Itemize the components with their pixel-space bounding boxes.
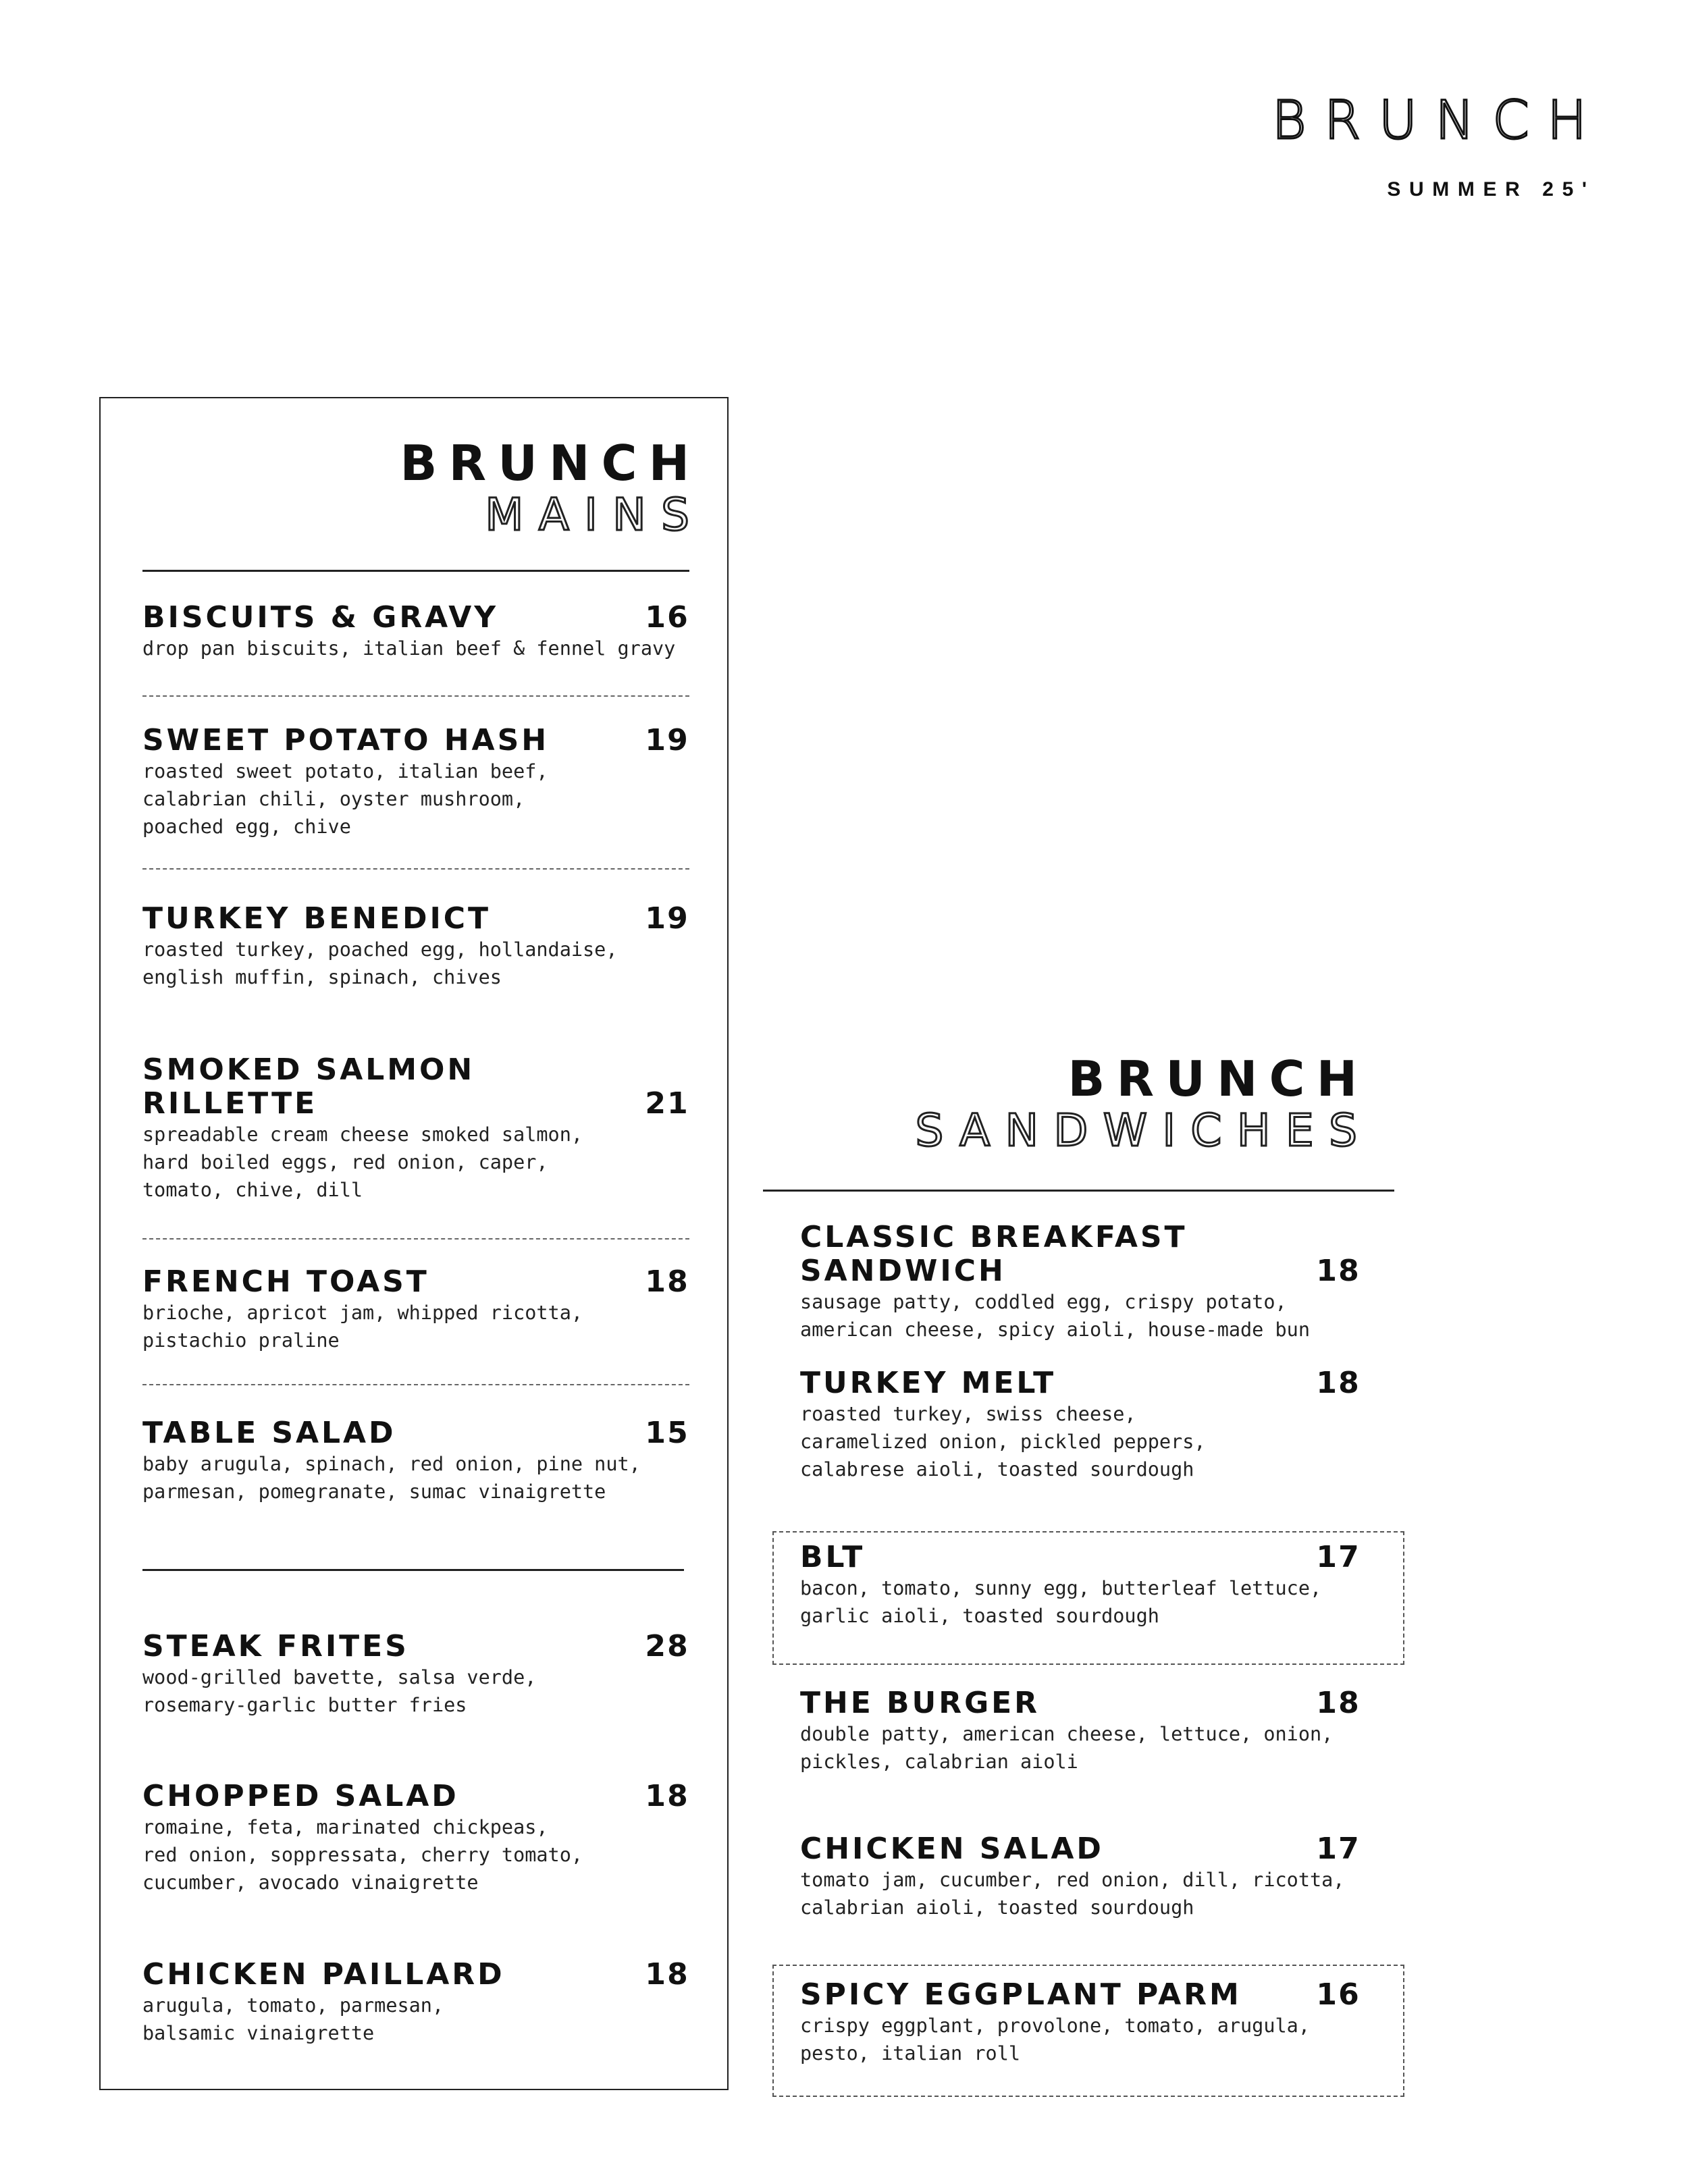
menu-item: [142, 1780, 689, 1896]
mains-heading-rule: [142, 570, 689, 572]
menu-item: [800, 1366, 1361, 1483]
item-name: CLASSIC BREAKFAST SANDWICH: [800, 1220, 1188, 1288]
mains-section: [99, 397, 729, 2090]
sandwiches-heading: [915, 1050, 1373, 1156]
mains-heading-outline: MAINS: [485, 489, 705, 541]
menu-item: [800, 1541, 1361, 1630]
menu-item: [142, 1958, 689, 2047]
item-description: sausage patty, coddled egg, crispy potato, american cheese, spicy aioli, house-made bun: [800, 1291, 1310, 1341]
item-price: 17: [1316, 1832, 1361, 1866]
item-description: tomato jam, cucumber, red onion, dill, ricotta, calabrian aioli, toasted sourdough: [800, 1869, 1345, 1919]
menu-item: [800, 1978, 1361, 2067]
sandwiches-heading-rule: [763, 1190, 1394, 1192]
item-price: 18: [645, 1779, 689, 1813]
mains-group-rule: [142, 1569, 684, 1571]
item-divider: [142, 1384, 689, 1385]
item-description: baby arugula, spinach, red onion, pine nut, parmesan, pomegranate, sumac vinaigrette: [142, 1453, 641, 1503]
menu-item: [142, 601, 689, 662]
item-price: 18: [645, 1957, 689, 1992]
item-description: roasted turkey, swiss cheese, caramelized onion, pickled peppers, calabrese aioli, toasted sourdough: [800, 1403, 1206, 1481]
mains-heading: [142, 435, 705, 541]
item-description: brioche, apricot jam, whipped ricotta, pistachio praline: [142, 1302, 583, 1352]
item-name: FRENCH TOAST: [142, 1264, 429, 1299]
item-name: TURKEY BENEDICT: [142, 901, 492, 936]
item-name: SWEET POTATO HASH: [142, 723, 550, 757]
item-divider: [142, 695, 689, 697]
menu-item: [800, 1221, 1361, 1343]
item-name: CHOPPED SALAD: [142, 1779, 459, 1813]
menu-item: [142, 902, 689, 991]
item-name: SMOKED SALMON RILLETTE: [142, 1053, 475, 1121]
page-header: [1271, 90, 1605, 201]
item-description: double patty, american cheese, lettuce, onion, pickles, calabrian aioli: [800, 1723, 1334, 1773]
item-name: TURKEY MELT: [800, 1366, 1057, 1400]
item-description: wood-grilled bavette, salsa verde, rosemary-garlic butter fries: [142, 1666, 537, 1716]
page-subtitle: SUMMER 25': [1387, 178, 1595, 201]
item-name: CHICKEN SALAD: [800, 1832, 1104, 1866]
menu-item: [142, 1053, 689, 1204]
item-description: drop pan biscuits, italian beef & fennel gravy: [142, 637, 676, 660]
item-divider: [142, 868, 689, 870]
item-price: 17: [1316, 1540, 1361, 1574]
item-description: roasted turkey, poached egg, hollandaise, english muffin, spinach, chives: [142, 938, 618, 988]
menu-item: [142, 1630, 689, 1719]
item-price: 15: [645, 1416, 689, 1450]
item-name: TABLE SALAD: [142, 1416, 396, 1450]
item-name: BLT: [800, 1540, 866, 1574]
item-price: 28: [645, 1629, 689, 1663]
item-name: THE BURGER: [800, 1686, 1040, 1720]
page-title: BRUNCH: [1271, 90, 1605, 151]
menu-item: [800, 1686, 1361, 1776]
item-price: 19: [645, 723, 689, 757]
item-price: 18: [1316, 1366, 1361, 1400]
item-price: 16: [1316, 1977, 1361, 2012]
item-name: SPICY EGGPLANT PARM: [800, 1977, 1242, 2012]
item-description: roasted sweet potato, italian beef, calabrian chili, oyster mushroom, poached egg, chive: [142, 760, 548, 838]
sandwiches-heading-bold: BRUNCH: [1067, 1050, 1369, 1107]
item-name: BISCUITS & GRAVY: [142, 600, 499, 635]
item-price: 18: [1316, 1254, 1361, 1288]
item-description: arugula, tomato, parmesan, balsamic vinaigrette: [142, 1994, 444, 2044]
item-divider: [142, 1238, 689, 1240]
menu-item: [142, 1416, 689, 1506]
item-price: 18: [1316, 1686, 1361, 1720]
item-price: 18: [645, 1264, 689, 1299]
item-price: 19: [645, 901, 689, 936]
sandwiches-heading-outline: SANDWICHES: [915, 1104, 1373, 1156]
item-description: bacon, tomato, sunny egg, butterleaf lettuce, garlic aioli, toasted sourdough: [800, 1577, 1322, 1627]
item-name: STEAK FRITES: [142, 1629, 409, 1663]
item-price: 16: [645, 600, 689, 635]
menu-item: [142, 1265, 689, 1354]
item-price: 21: [645, 1086, 689, 1121]
item-name: CHICKEN PAILLARD: [142, 1957, 505, 1992]
mains-heading-bold: BRUNCH: [400, 435, 702, 491]
item-description: crispy eggplant, provolone, tomato, arugula, pesto, italian roll: [800, 2015, 1310, 2065]
item-description: romaine, feta, marinated chickpeas, red onion, soppressata, cherry tomato, cucumber, avocado vinaigrette: [142, 1816, 583, 1894]
menu-item: [142, 724, 689, 841]
item-description: spreadable cream cheese smoked salmon, hard boiled eggs, red onion, caper, tomato, chive, dill: [142, 1123, 583, 1201]
menu-item: [800, 1832, 1361, 1921]
